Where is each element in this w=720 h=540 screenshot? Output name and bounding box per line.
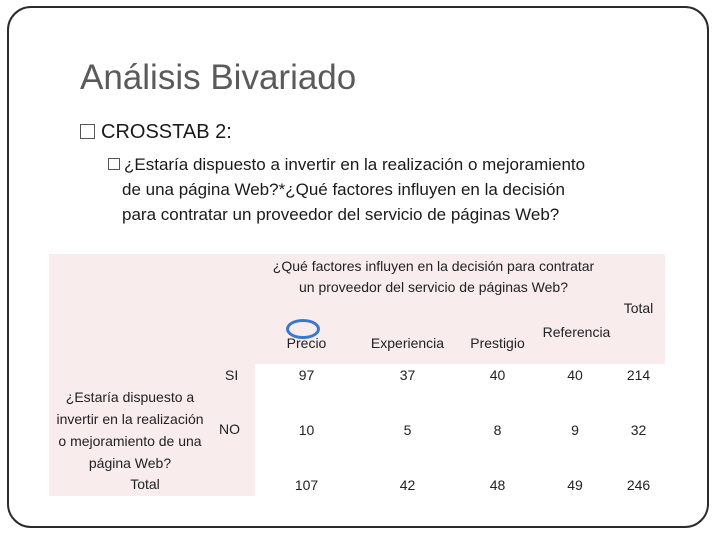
question-line-2: de una página Web?*¿Qué factores influyen en la decisión <box>122 180 565 199</box>
table-corner-cell <box>49 254 255 364</box>
cell-no-prestigio: 8 <box>457 386 538 474</box>
cell-no-total: 32 <box>612 386 665 474</box>
cell-si-prestigio: 40 <box>457 364 538 386</box>
column-group-header: ¿Qué factores influyen en la decisión para contratar un proveedor del servicio de páginas Web? <box>255 254 612 322</box>
cell-si-referencia: 40 <box>538 364 612 386</box>
cell-total-experiencia: 42 <box>358 474 457 496</box>
column-header-precio: Precio <box>255 322 358 364</box>
square-bullet-icon <box>108 158 120 170</box>
cell-total-prestigio: 48 <box>457 474 538 496</box>
cell-total-referencia: 49 <box>538 474 612 496</box>
cell-si-total: 214 <box>612 364 665 386</box>
total-column-header: Total <box>612 254 665 364</box>
cell-si-precio: 97 <box>255 364 358 386</box>
cell-total-precio: 107 <box>255 474 358 496</box>
question-line-3: para contratar un proveedor del servicio de páginas Web? <box>122 205 560 224</box>
slide-title: Análisis Bivariado <box>80 58 357 97</box>
row-label-si: SI <box>211 364 255 386</box>
question-line-1: ¿Estaría dispuesto a invertir en la realización o mejoramiento <box>124 155 586 174</box>
row-label-no: NO <box>211 386 255 474</box>
bullet-crosstab-text: CROSSTAB 2: <box>101 121 232 143</box>
row-group-label: ¿Estaría dispuesto a invertir en la realización o mejoramiento de una página Web? <box>49 364 211 496</box>
cell-no-experiencia: 5 <box>358 386 457 474</box>
row-label-total: Total <box>130 476 160 492</box>
cell-total-total: 246 <box>612 474 665 496</box>
column-header-prestigio: Prestigio <box>457 322 538 364</box>
cell-si-experiencia: 37 <box>358 364 457 386</box>
column-header-experiencia: Experiencia <box>358 322 457 364</box>
square-bullet-icon <box>80 124 95 139</box>
cell-no-precio: 10 <box>255 386 358 474</box>
cell-no-referencia: 9 <box>538 386 612 474</box>
bullet-crosstab <box>80 121 232 144</box>
bullet-question <box>108 152 678 227</box>
highlight-circle-annotation <box>286 319 320 339</box>
total-row-spacer <box>211 474 255 496</box>
column-header-referencia: Referencia <box>538 322 612 364</box>
